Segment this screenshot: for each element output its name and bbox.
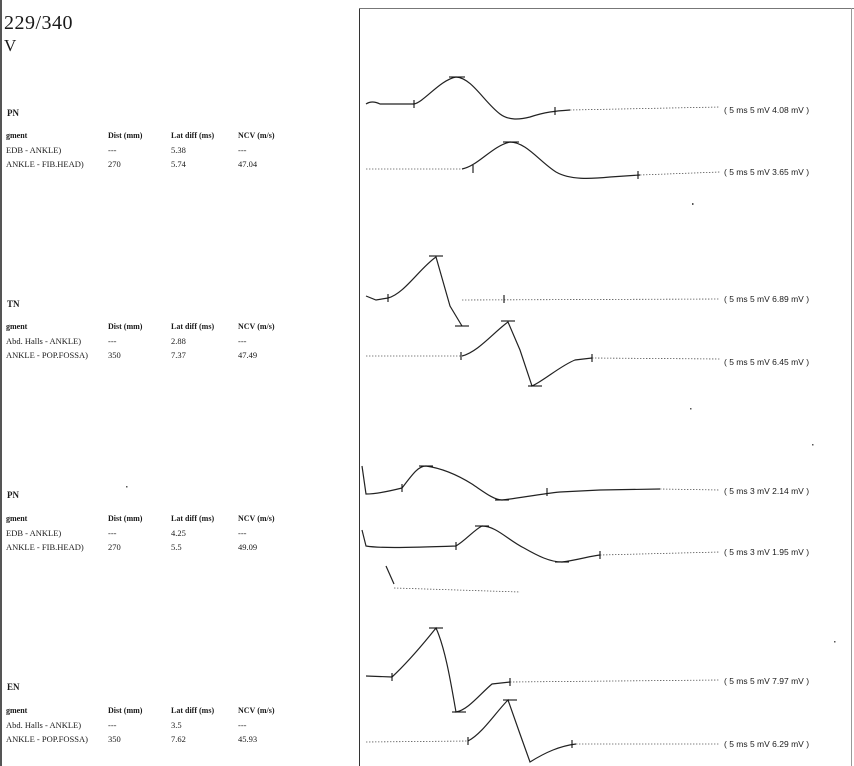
col-lat-diff-header: Lat diff (ms) (171, 131, 215, 140)
cell-segment: Abd. Halls - ANKLE) (6, 336, 82, 346)
cell-ncv: --- (238, 336, 247, 346)
waveform-trace (366, 700, 720, 762)
record-number: 229/340 (4, 12, 74, 34)
waveform-trace (362, 526, 720, 592)
cell-dist: --- (108, 528, 117, 538)
col-lat-diff-header: Lat diff (ms) (171, 322, 215, 331)
record-sub-label: V (4, 36, 17, 55)
cell-ncv: 45.93 (238, 734, 258, 744)
trace-scale-label: ( 5 ms 5 mV 3.65 mV ) (724, 167, 810, 177)
col-dist-header: Dist (mm) (108, 322, 143, 331)
cell-dist: 350 (108, 350, 121, 360)
cell-dist: --- (108, 145, 117, 155)
trace-scale-label: ( 5 ms 5 mV 4.08 mV ) (724, 105, 810, 115)
waveform-trace (362, 466, 720, 500)
col-ncv-header: NCV (m/s) (238, 131, 275, 140)
col-segment-header: gment (6, 706, 28, 715)
cell-segment: EDB - ANKLE) (6, 145, 62, 155)
cell-segment: Abd. Halls - ANKLE) (6, 720, 82, 730)
col-lat-diff-header: Lat diff (ms) (171, 706, 215, 715)
waveform-trace (366, 77, 720, 119)
waveform-trace (366, 628, 720, 712)
section-1-nerve-label: PN (7, 108, 19, 118)
cell-ncv: 49.09 (238, 542, 258, 552)
cell-dist: 350 (108, 734, 121, 744)
col-segment-header: gment (6, 514, 28, 523)
cell-ncv: 47.49 (238, 350, 258, 360)
section-3-nerve-label: PN (7, 490, 19, 500)
cell-dist: 270 (108, 542, 121, 552)
cell-segment: ANKLE - POP.FOSSA) (6, 350, 88, 360)
waveform-trace (366, 142, 720, 179)
col-ncv-header: NCV (m/s) (238, 514, 275, 523)
cell-segment: ANKLE - POP.FOSSA) (6, 734, 88, 744)
col-dist-header: Dist (mm) (108, 514, 143, 523)
cell-lat-diff: 7.62 (171, 734, 186, 744)
cell-lat-diff: 4.25 (171, 528, 186, 538)
col-ncv-header: NCV (m/s) (238, 322, 275, 331)
cell-lat-diff: 5.38 (171, 145, 186, 155)
waveform-trace (366, 256, 720, 326)
scan-specks (126, 203, 836, 643)
section-4-nerve-label: EN (7, 682, 20, 692)
cell-lat-diff: 7.37 (171, 350, 186, 360)
trace-scale-label: ( 5 ms 5 mV 6.45 mV ) (724, 357, 810, 367)
trace-scale-label: ( 5 ms 3 mV 2.14 mV ) (724, 486, 810, 496)
trace-scale-label: ( 5 ms 3 mV 1.95 mV ) (724, 547, 810, 557)
section-2-nerve-label: TN (7, 299, 20, 309)
cell-ncv: --- (238, 528, 247, 538)
cell-lat-diff: 2.88 (171, 336, 186, 346)
col-dist-header: Dist (mm) (108, 706, 143, 715)
cell-dist: --- (108, 720, 117, 730)
cell-dist: 270 (108, 159, 121, 169)
trace-scale-label: ( 5 ms 5 mV 7.97 mV ) (724, 676, 810, 686)
cell-lat-diff: 5.74 (171, 159, 186, 169)
col-ncv-header: NCV (m/s) (238, 706, 275, 715)
cell-dist: --- (108, 336, 117, 346)
col-dist-header: Dist (mm) (108, 131, 143, 140)
col-segment-header: gment (6, 131, 28, 140)
cell-segment: EDB - ANKLE) (6, 528, 62, 538)
cell-ncv: 47.04 (238, 159, 258, 169)
cell-lat-diff: 3.5 (171, 720, 182, 730)
col-lat-diff-header: Lat diff (ms) (171, 514, 215, 523)
waveform-trace (366, 321, 720, 386)
cell-segment: ANKLE - FIB.HEAD) (6, 542, 84, 552)
trace-scale-label: ( 5 ms 5 mV 6.29 mV ) (724, 739, 810, 749)
trace-scale-label: ( 5 ms 5 mV 6.89 mV ) (724, 294, 810, 304)
cell-lat-diff: 5.5 (171, 542, 182, 552)
cell-segment: ANKLE - FIB.HEAD) (6, 159, 84, 169)
cell-ncv: --- (238, 720, 247, 730)
cell-ncv: --- (238, 145, 247, 155)
col-segment-header: gment (6, 322, 28, 331)
